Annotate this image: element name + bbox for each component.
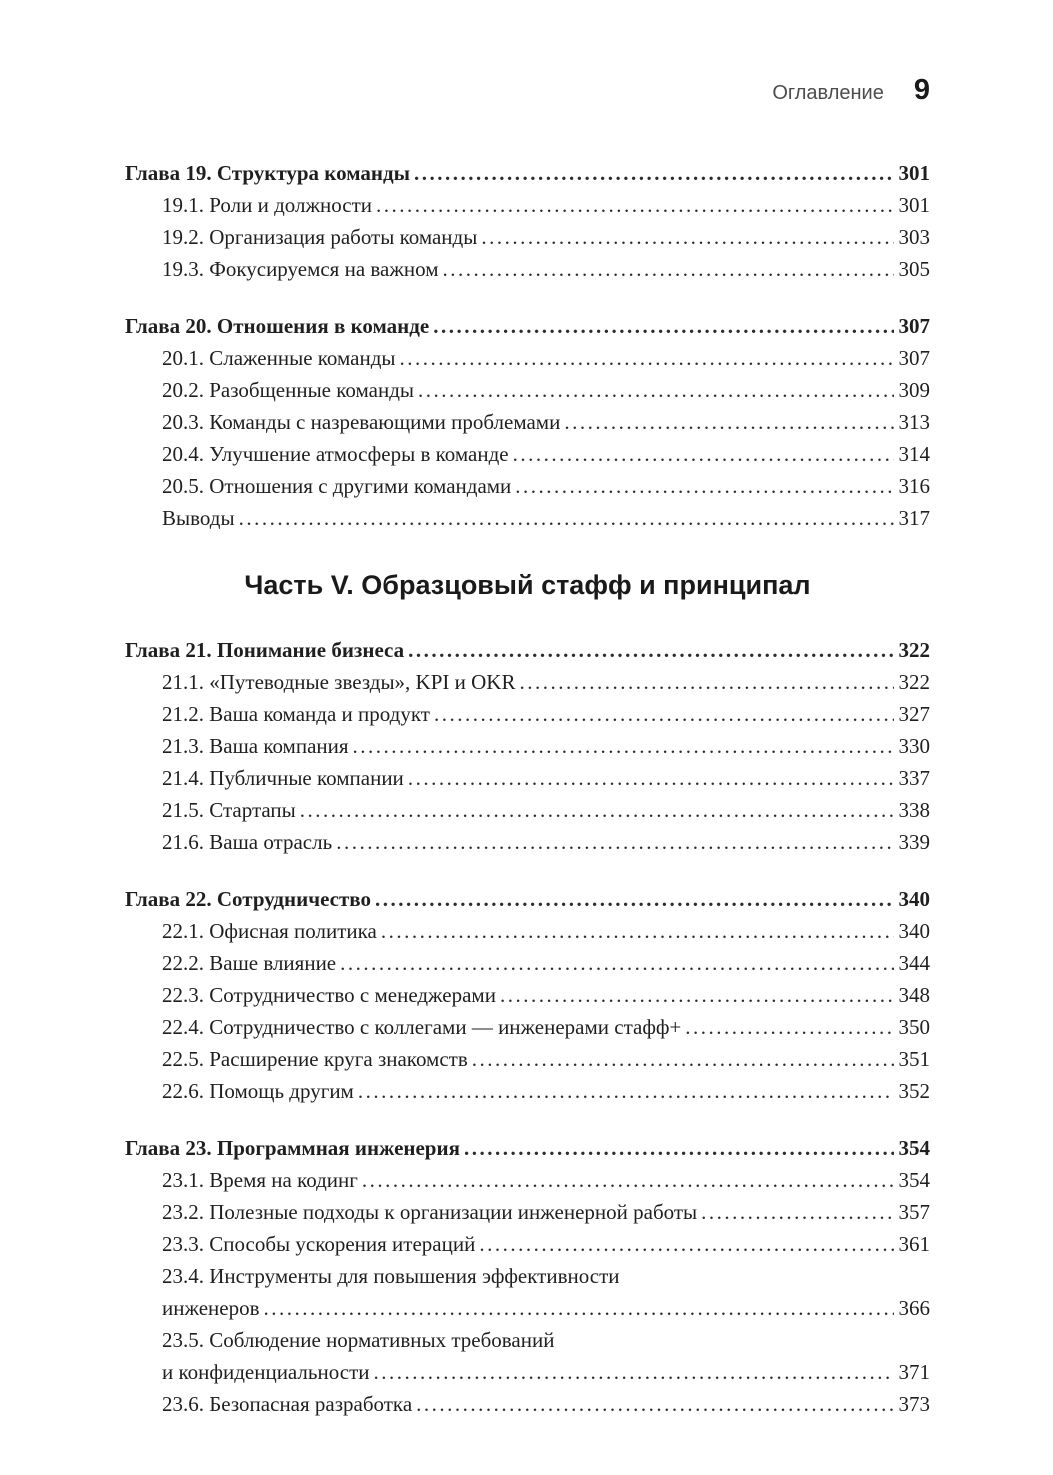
chapter-entry-title: Глава 22. Сотрудничество — [125, 887, 371, 911]
toc-entry-title: инженеров — [162, 1296, 260, 1320]
toc-entry-title: 23.6. Безопасная разработка — [162, 1392, 413, 1416]
toc-entry-page-number: 307 — [898, 346, 930, 370]
toc-entry — [125, 470, 930, 502]
toc-entry-title: 21.6. Ваша отрасль — [162, 830, 333, 854]
dot-leader — [418, 374, 894, 406]
part-heading: Часть V. Образцовый стафф и принципал — [244, 570, 811, 600]
toc-entry-title: 20.1. Слаженные команды — [162, 346, 396, 370]
chapter-entry — [125, 310, 930, 342]
dot-leader — [264, 1292, 894, 1324]
toc-entry — [125, 406, 930, 438]
chapter-entry-page-number: 340 — [898, 887, 930, 911]
chapter-group — [125, 310, 930, 534]
toc-entry — [125, 1043, 930, 1075]
toc-entry — [125, 1011, 930, 1043]
chapter-group — [125, 883, 930, 1107]
toc-entry — [125, 1164, 930, 1196]
dot-leader — [376, 189, 894, 221]
dot-leader — [519, 666, 893, 698]
toc-entry-page-number: 330 — [898, 734, 930, 758]
toc-entry-page-number: 317 — [898, 506, 930, 530]
dot-leader — [374, 1356, 894, 1388]
toc-entry-page-number: 337 — [898, 766, 930, 790]
dot-leader — [375, 883, 894, 915]
toc-entry-title: 23.3. Способы ускорения итераций — [162, 1232, 476, 1256]
toc-entry — [125, 1356, 930, 1388]
toc-entry-title: 19.2. Организация работы команды — [162, 225, 478, 249]
dot-leader — [464, 1132, 894, 1164]
chapter-group — [125, 634, 930, 858]
toc-entry-title: 21.2. Ваша команда и продукт — [162, 702, 430, 726]
dot-leader — [362, 1164, 894, 1196]
toc-entry — [125, 342, 930, 374]
toc-entry-title: 20.3. Команды с назревающими проблемами — [162, 410, 561, 434]
chapter-group — [125, 157, 930, 285]
toc-entry — [125, 1196, 930, 1228]
running-head-title: Оглавление — [772, 82, 884, 104]
toc-entry-title: 22.2. Ваше влияние — [162, 951, 337, 975]
toc-entry — [125, 915, 930, 947]
toc-entry-title: 22.1. Офисная политика — [162, 919, 377, 943]
toc-entry-page-number: 314 — [898, 442, 930, 466]
toc-entry-page-number: 305 — [898, 257, 930, 281]
toc-entry-title: 20.5. Отношения с другими командами — [162, 474, 512, 498]
toc-entry-page-number: 361 — [898, 1232, 930, 1256]
toc-entry-title: 21.4. Публичные компании — [162, 766, 404, 790]
toc-entry — [125, 253, 930, 285]
toc-entry-title: 23.2. Полезные подходы к организации инженерной работы — [162, 1200, 698, 1224]
dot-leader — [500, 979, 894, 1011]
dot-leader — [336, 826, 893, 858]
chapter-entry-page-number: 322 — [898, 638, 930, 662]
toc-entry-title: и конфиденциальности — [162, 1360, 370, 1384]
toc-entry-page-number: 303 — [898, 225, 930, 249]
chapter-entry — [125, 883, 930, 915]
chapter-entry — [125, 634, 930, 666]
toc-entry-page-number: 354 — [898, 1168, 930, 1192]
dot-leader — [239, 502, 894, 534]
chapter-entry-page-number: 354 — [898, 1136, 930, 1160]
toc-entry-page-number: 316 — [898, 474, 930, 498]
toc-entry-title: 21.1. «Путеводные звезды», KPI и OKR — [162, 670, 516, 694]
dot-leader — [513, 438, 894, 470]
dot-leader — [408, 634, 893, 666]
chapter-entry-title: Глава 20. Отношения в команде — [125, 314, 430, 338]
running-head-page-number: 9 — [913, 74, 930, 106]
chapter-entry-title: Глава 21. Понимание бизнеса — [125, 638, 405, 662]
dot-leader — [472, 1043, 894, 1075]
toc-entry-title: 23.1. Время на кодинг — [162, 1168, 358, 1192]
toc-entry — [125, 502, 930, 534]
dot-leader — [701, 1196, 893, 1228]
toc-entry-title: 19.1. Роли и должности — [162, 193, 372, 217]
toc-entry-title: 19.3. Фокусируемся на важном — [162, 257, 439, 281]
dot-leader — [564, 406, 893, 438]
toc-entry-page-number: 309 — [898, 378, 930, 402]
dot-leader — [479, 1228, 893, 1260]
toc-entry-page-number: 322 — [898, 670, 930, 694]
toc-entry — [125, 1292, 930, 1324]
chapter-entry-page-number: 301 — [898, 161, 930, 185]
toc-entry-title: 22.6. Помощь другим — [162, 1079, 354, 1103]
toc-entry-page-number: 339 — [898, 830, 930, 854]
dot-leader — [685, 1011, 893, 1043]
toc-entry-page-number: 313 — [898, 410, 930, 434]
chapter-entry — [125, 1132, 930, 1164]
toc-entry — [125, 730, 930, 762]
toc-entry — [125, 947, 930, 979]
toc-entry-page-number: 340 — [898, 919, 930, 943]
toc-entry-title: 22.5. Расширение круга знакомств — [162, 1047, 468, 1071]
toc-entry-page-number: 344 — [898, 951, 930, 975]
toc-entry — [125, 1324, 930, 1356]
toc-entry — [125, 1388, 930, 1420]
toc-list — [125, 157, 930, 1420]
toc-entry-title: 21.3. Ваша компания — [162, 734, 349, 758]
toc-entry — [125, 438, 930, 470]
toc-entry-page-number: 366 — [898, 1296, 930, 1320]
toc-entry-page-number: 371 — [898, 1360, 930, 1384]
toc-entry — [125, 762, 930, 794]
toc-entry-page-number: 338 — [898, 798, 930, 822]
toc-entry — [125, 374, 930, 406]
toc-entry-page-number: 301 — [898, 193, 930, 217]
dot-leader — [300, 794, 894, 826]
chapter-group — [125, 1132, 930, 1420]
toc-entry — [125, 221, 930, 253]
toc-entry-title: 21.5. Стартапы — [162, 798, 296, 822]
toc-entry-title: 20.2. Разобщенные команды — [162, 378, 414, 402]
toc-entry — [125, 189, 930, 221]
running-head — [125, 74, 930, 109]
toc-entry-page-number: 357 — [898, 1200, 930, 1224]
toc-entry — [125, 794, 930, 826]
dot-leader — [434, 698, 894, 730]
chapter-entry-page-number: 307 — [898, 314, 930, 338]
toc-entry-page-number: 327 — [898, 702, 930, 726]
toc-entry-title: Выводы — [162, 506, 235, 530]
dot-leader — [358, 1075, 894, 1107]
toc-entry-page-number: 348 — [898, 983, 930, 1007]
toc-entry — [125, 826, 930, 858]
toc-entry — [125, 698, 930, 730]
toc-entry-page-number: 352 — [898, 1079, 930, 1103]
chapter-entry-title: Глава 23. Программная инженерия — [125, 1136, 460, 1160]
toc-entry — [125, 979, 930, 1011]
toc-entry-title: 20.4. Улучшение атмосферы в команде — [162, 442, 509, 466]
dot-leader — [381, 915, 894, 947]
toc-entry-title: 22.4. Сотрудничество с коллегами — инженерами стафф+ — [162, 1015, 682, 1039]
dot-leader — [515, 470, 893, 502]
dot-leader — [408, 762, 894, 794]
dot-leader — [416, 1388, 893, 1420]
toc-entry — [125, 1260, 930, 1292]
chapter-entry — [125, 157, 930, 189]
dot-leader — [353, 730, 894, 762]
toc-entry — [125, 666, 930, 698]
dot-leader — [400, 342, 894, 374]
toc-entry — [125, 1075, 930, 1107]
dot-leader — [433, 310, 893, 342]
dot-leader — [481, 221, 893, 253]
toc-entry-title: 23.4. Инструменты для повышения эффективности — [162, 1264, 620, 1288]
chapter-entry-title: Глава 19. Структура команды — [125, 161, 410, 185]
toc-entry-title: 22.3. Сотрудничество с менеджерами — [162, 983, 496, 1007]
dot-leader — [340, 947, 893, 979]
toc-entry-page-number: 350 — [898, 1015, 930, 1039]
toc-entry-page-number: 373 — [898, 1392, 930, 1416]
toc-entry-page-number: 351 — [898, 1047, 930, 1071]
toc-entry-title: 23.5. Соблюдение нормативных требований — [162, 1328, 555, 1352]
dot-leader — [443, 253, 894, 285]
dot-leader — [414, 157, 894, 189]
toc-entry — [125, 1228, 930, 1260]
